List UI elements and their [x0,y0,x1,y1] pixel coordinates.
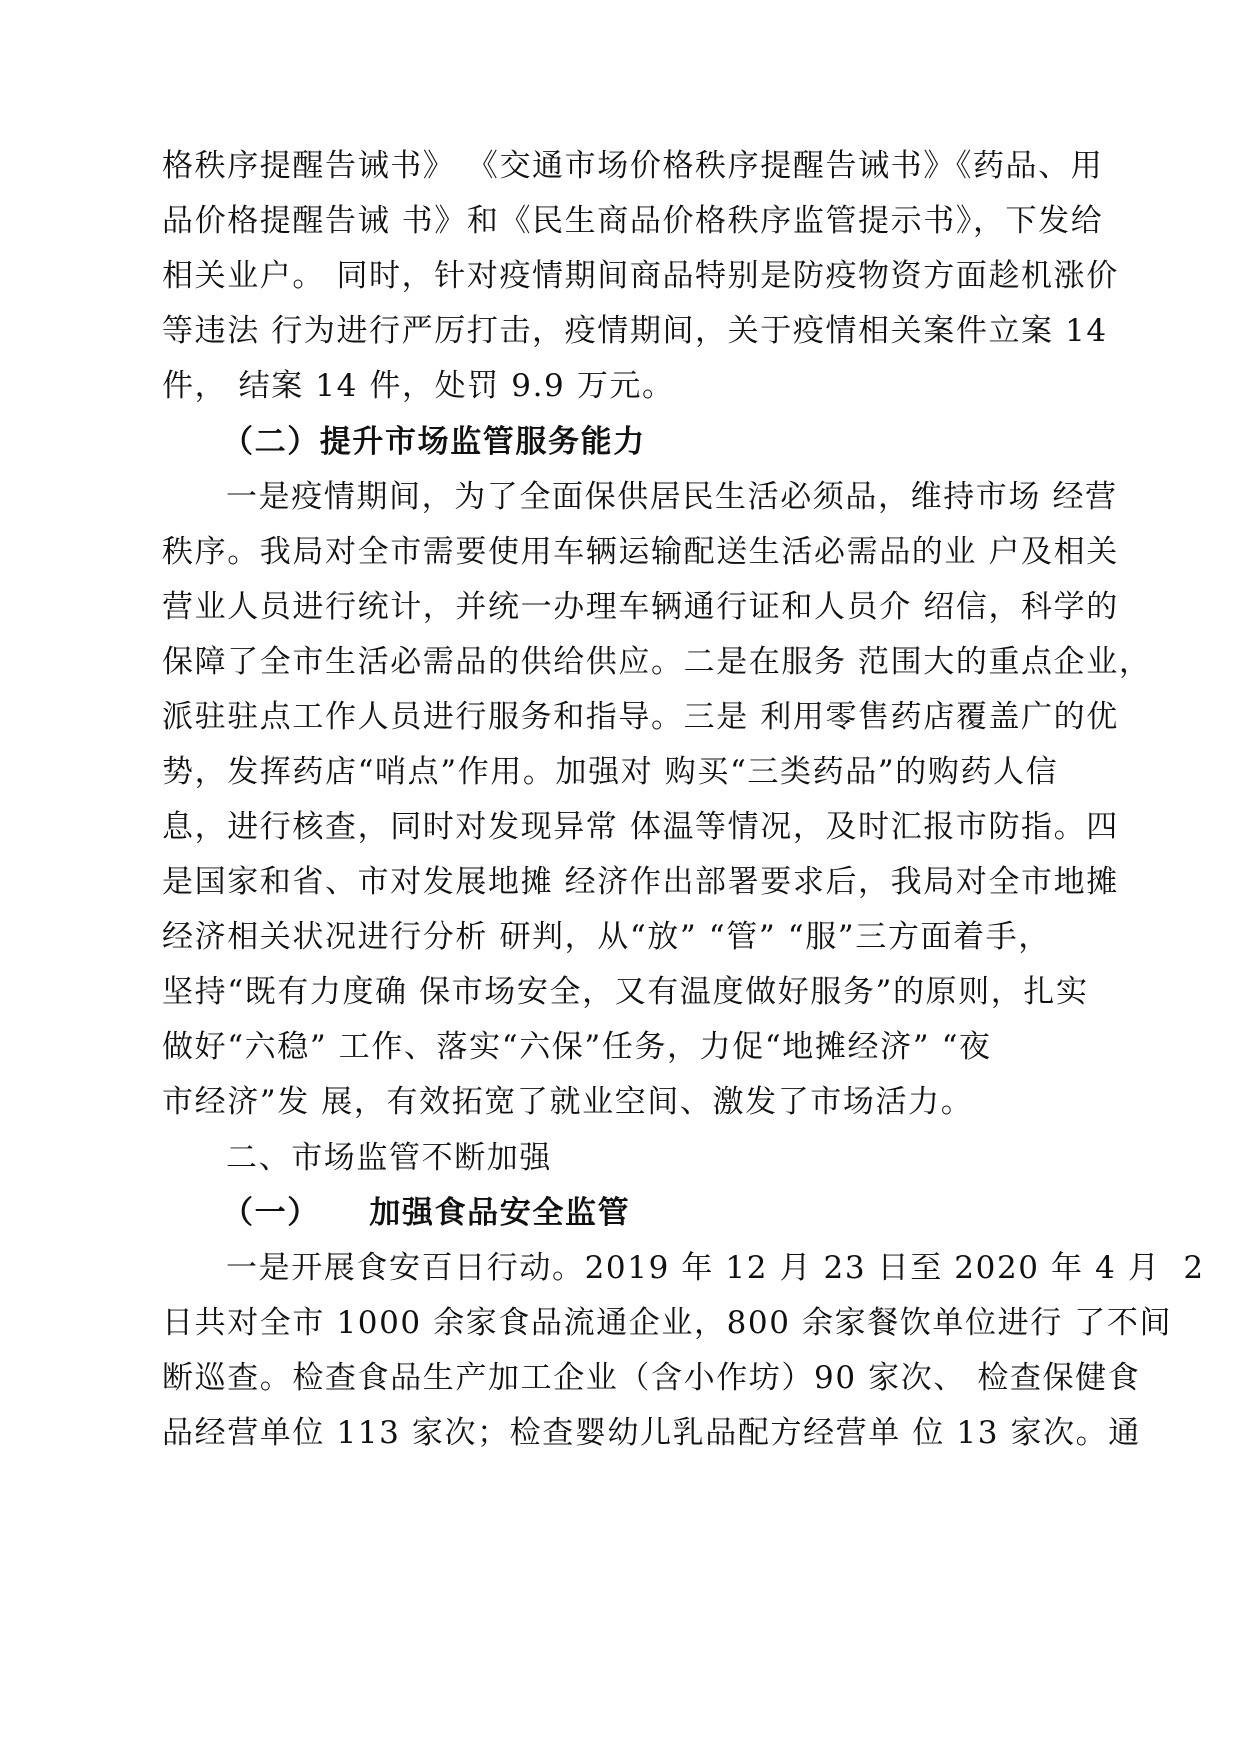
body-text-line: 断巡查。检查食品生产加工企业（含小作坊）90 家次、 检查保健食 [162,1360,1141,1396]
body-text-line: 一是疫情期间，为了全面保供居民生活必须品，维持市场 经营 [226,479,1118,515]
body-text-line: 市经济”发 展，有效拓宽了就业空间、激发了市场活力。 [162,1084,974,1120]
body-text-line: 势，发挥药店“哨点”作用。加强对 购买“三类药品”的购药人信 [162,754,1059,790]
body-text-line: 等违法 行为进行严厉打击，疫情期间，关于疫情相关案件立案 14 [162,313,1108,349]
body-text-line: 日共对全市 1000 余家食品流通企业，800 余家餐饮单位进行 了不间 [162,1305,1173,1341]
chapter-heading: 二、市场监管不断加强 [226,1140,552,1176]
section-heading: （二）提升市场监管服务能力 [222,424,646,460]
body-text-line: 息，进行核查，同时对发现异常 体温等情况，及时汇报市防指。四 [162,809,1119,845]
body-text-line: 件， 结案 14 件，处罚 9.9 万元。 [162,368,675,404]
section-heading: （一） 加强食品安全监管 [222,1195,631,1231]
body-text-line: 派驻驻点工作人员进行服务和指导。三是 利用零售药店覆盖广的优 [162,699,1119,735]
body-text-line: 营业人员进行统计，并统一办理车辆通行证和人员介 绍信，科学的 [162,589,1119,625]
body-text-line: 品价格提醒告诫 书》和《民生商品价格秩序监管提示书》，下发给 [162,203,1104,239]
body-text-line: 格秩序提醒告诫书》 《交通市场价格秩序提醒告诫书》《药品、用 [162,148,1104,184]
body-text-line: 秩序。我局对全市需要使用车辆运输配送生活必需品的业 户及相关 [162,534,1119,570]
body-text-line: 坚持“既有力度确 保市场安全，又有温度做好服务”的原则，扎实 [162,974,1089,1010]
body-text-line: 经济相关状况进行分析 研判，从“放” “管” “服”三方面着手， [162,919,1051,955]
body-text-line: 保障了全市生活必需品的供给供应。二是在服务 范围大的重点企业， [162,644,1152,680]
body-text-line: 是国家和省、市对发展地摊 经济作出部署要求后，我局对全市地摊 [162,864,1119,900]
body-text-line: 做好“六稳” 工作、落实“六保”任务，力促“地摊经济” “夜 [162,1029,992,1065]
body-text-line: 一是开展食安百日行动。2019 年 12 月 23 日至 2020 年 4 月 2 [226,1250,1205,1286]
body-text-line: 品经营单位 113 家次；检查婴幼儿乳品配方经营单 位 13 家次。通 [162,1415,1141,1451]
body-text-line: 相关业户。 同时，针对疫情期间商品特别是防疫物资方面趁机涨价 [162,258,1119,294]
